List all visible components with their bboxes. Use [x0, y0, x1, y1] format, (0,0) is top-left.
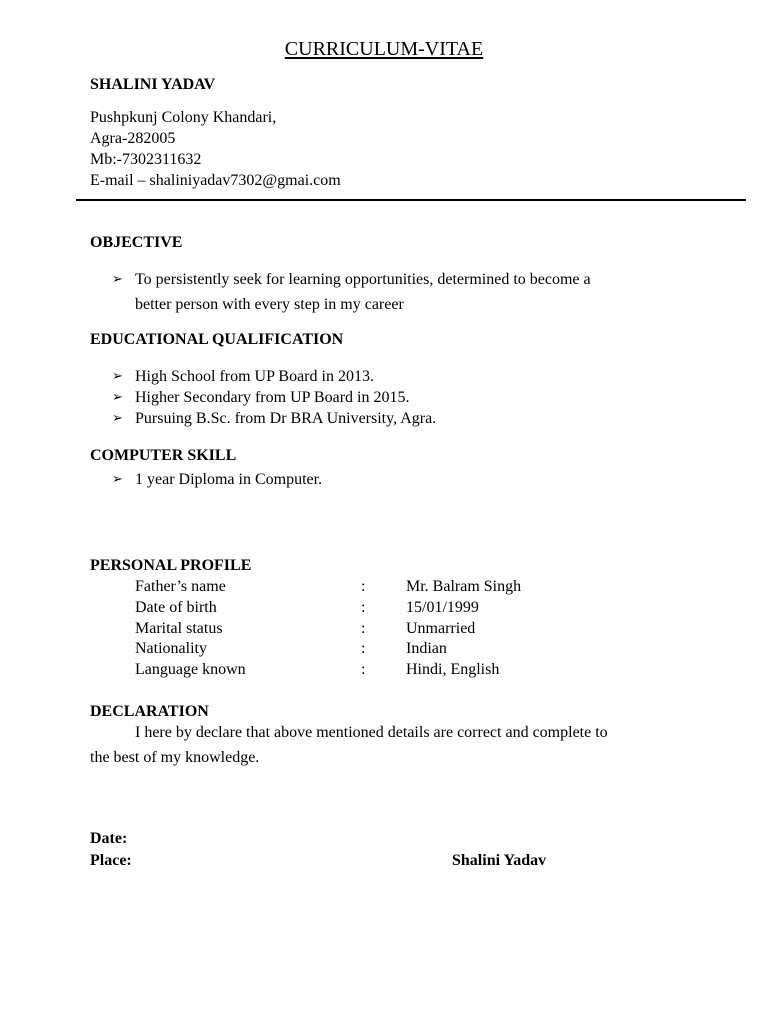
profile-separator: :: [361, 620, 366, 637]
profile-label: Nationality: [135, 640, 207, 657]
declaration-text: I here by declare that above mentioned details are correct and complete to: [135, 724, 608, 741]
education-item: High School from UP Board in 2013.: [135, 368, 374, 385]
profile-separator: :: [361, 578, 366, 595]
education-item: Pursuing B.Sc. from Dr BRA University, Agra.: [135, 410, 437, 427]
header-divider: [76, 199, 746, 201]
profile-label: Language known: [135, 661, 246, 678]
profile-value: Mr. Balram Singh: [406, 578, 522, 595]
signature-name: Shalini Yadav: [452, 852, 547, 869]
candidate-name: SHALINI YADAV: [90, 76, 216, 93]
bullet-arrow-icon: ➢: [112, 472, 123, 487]
objective-text: To persistently seek for learning opportunities, determined to become a: [135, 271, 591, 288]
objective-heading: OBJECTIVE: [90, 234, 183, 251]
profile-value: Unmarried: [406, 620, 476, 637]
phone-line: Mb:-7302311632: [90, 151, 202, 168]
bullet-arrow-icon: ➢: [112, 411, 123, 426]
education-heading: EDUCATIONAL QUALIFICATION: [90, 331, 344, 348]
declaration-heading: DECLARATION: [90, 703, 209, 720]
education-item: Higher Secondary from UP Board in 2015.: [135, 389, 410, 406]
personal-profile-heading: PERSONAL PROFILE: [90, 557, 252, 574]
profile-value: Hindi, English: [406, 661, 500, 678]
computer-skill-heading: COMPUTER SKILL: [90, 447, 237, 464]
profile-label: Marital status: [135, 620, 223, 637]
profile-separator: :: [361, 661, 366, 678]
bullet-arrow-icon: ➢: [112, 272, 123, 287]
profile-value: 15/01/1999: [406, 599, 479, 616]
address-line: Agra-282005: [90, 130, 176, 147]
document-title: CURRICULUM-VITAE: [284, 38, 484, 60]
profile-separator: :: [361, 599, 366, 616]
profile-label: Date of birth: [135, 599, 217, 616]
profile-value: Indian: [406, 640, 447, 657]
address-line: Pushpkunj Colony Khandari,: [90, 109, 277, 126]
computer-skill-item: 1 year Diploma in Computer.: [135, 471, 323, 488]
email-line: E-mail – shaliniyadav7302@gmai.com: [90, 172, 341, 189]
place-label: Place:: [90, 852, 132, 869]
profile-label: Father’s name: [135, 578, 226, 595]
declaration-text: the best of my knowledge.: [90, 749, 260, 766]
bullet-arrow-icon: ➢: [112, 369, 123, 384]
profile-separator: :: [361, 640, 366, 657]
objective-text: better person with every step in my career: [135, 296, 404, 313]
date-label: Date:: [90, 830, 128, 847]
bullet-arrow-icon: ➢: [112, 390, 123, 405]
